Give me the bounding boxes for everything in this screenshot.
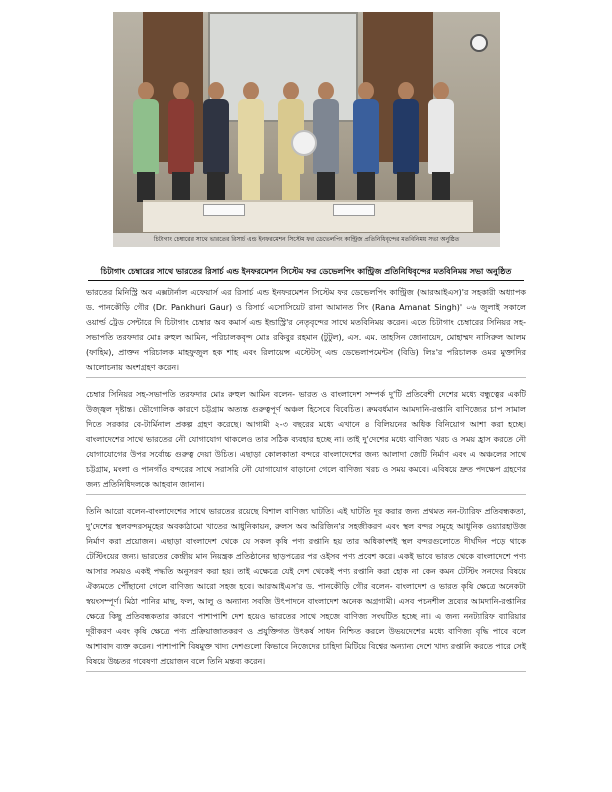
flower-bouquet xyxy=(291,130,317,156)
page-title: চিটাগাং চেম্বারের সাথে ভারতের রিসার্চ এন্ড ইনফরমেশন সিস্টেম ফর ডেভেলপিং কান্ট্রিজ প্রতিনিধিবৃন্দের মতবিনিময় সভা অনুষ্ঠিত xyxy=(88,266,524,281)
conference-table xyxy=(143,200,473,232)
paragraph: ভারতের মিনিস্ট্রি অব এক্সটার্নাল এফেয়ার্স এর রিসার্চ এন্ড ইনফরমেশন সিস্টেম ফর ডেভেলপিং কান্ট্রিজ (আরআইএস)'র সহকারী অধ্যাপক ড. পানকৌড়ি গৌর (Dr. Pankhuri Gaur) ও রিসার্চ এসোসিয়েট রানা আমানত সিং (Rana Amanat Singh)' ০৬ জুলাই সকালে ওয়ার্ল্ড ট্রেড সেন্টারে দি চিটাগাং চেম্বার অব কমার্স এন্ড ইন্ডাস্ট্রি'র নেতৃবৃন্দের সাথে মতবিনিময় করেন। এতে চিটাগাং চেম্বারের সিনিয়র সহ-সভাপতি তরফদার মোঃ রুহুল আমিন, পরিচালকবৃন্দ মোঃ রকিবুর রহমান (টুটুল), এস. এম. তাহসিন জোনায়েদ, মোহাম্মদ নাসিরুল আলম (ফাহিম), প্রাক্তন পরিচালক মাহফুজুল হক শাহ এবং রিলায়েন্স এস্টেটস্ এন্ড ডেভেলাপমেন্টস (বিডি) লিঃ'র পরিচালক ওমর মুক্তাদির আলোচনায় অংশগ্রহণ করেন। xyxy=(86,285,526,378)
person xyxy=(168,82,194,202)
person xyxy=(353,82,379,202)
person xyxy=(393,82,419,202)
person xyxy=(428,82,454,202)
meeting-photo xyxy=(113,12,500,247)
article-body xyxy=(86,285,526,681)
person xyxy=(203,82,229,202)
person xyxy=(133,82,159,202)
paragraph: চেম্বার সিনিয়র সহ-সভাপতি তরফদার মোঃ রুহুল আমিন বলেন- ভারত ও বাংলাদেশ সম্পর্ক দু'টি প্রতিবেশী দেশের মধ্যে বন্ধুত্বের একটি উজ্জ্বল দৃষ্টান্ত। ভৌগোলিক কারণে চট্টগ্রাম অত্যন্ত গুরুত্বপূর্ণ অঞ্চল হিসেবে বিবেচিত। ক্রমবর্ধমান আমদানি-রপ্তানি বাণিজ্যের চাপ সামাল দিতে সরকার বে-টার্মিনাল প্রকল্প গ্রহণ করেছে। আগামী ২-৩ বছরের মধ্যে এখানে ৪ বিলিয়নের অধিক বিনিয়োগ আশা করা হচ্ছে। বাংলাদেশের সাথে ভারতের নৌ যোগাযোগ থাকলেও তার সঠিক ব্যবহার হচ্ছে না। তাই দু'দেশের মধ্যে বাণিজ্য খরচ ও সময় হ্রাস করতে নৌ যোগাযোগের উপর সর্বোচ্চ গুরুত্ব দেয়া উচিত। এছাড়া কোলকাতা বন্দরে বাংলাদেশের জন্য আলাদা জেটি নির্মাণ এবং এ অঞ্চলের সাথে চট্টগ্রাম, মংলা ও পানগাঁও বন্দরের সাথে সরাসরি নৌ যোগাযোগ বাড়ানো গেলে বাণিজ্য খরচ ও সময় কমবে। এবিষয়ে দ্রুত পদক্ষেপ গ্রহণের জন্য প্রতিনিধিদলকে আহবান জানান। xyxy=(86,387,526,495)
name-plate xyxy=(203,204,245,216)
paragraph: তিনি আরো বলেন-বাংলাদেশের সাথে ভারতের রয়েছে বিশাল বাণিজ্য ঘাটতি। এই ঘাটতি দূর করার জন্য প্রথমত নন-ট্যারিফ প্রতিবন্ধকতা, দু'দেশের স্থলবন্দরসমূহের অবকাঠামো খাতের আধুনিকায়ন, রুলস অব অরিজিন'র সহজীকরণ এবং স্থল বন্দর সমূহে আধুনিক ওয়্যারহাউজ নির্মাণ করা প্রয়োজন। এছাড়া বাংলাদেশ থেকে যে সকল কৃষি পণ্য রপ্তানি হয় তার অধিকাংশই স্থল বন্দরগুলোতে দীর্ঘদিন পড়ে থাকে টেস্টিংয়ের জন্য। ভারতের কেন্দ্রীয় মান নিয়ন্ত্রক প্রতিষ্ঠানের ছাড়পত্রের পর ওইসব পণ্য প্রবেশ করে। একই ভাবে ভারত থেকে বাংলাদেশে পণ্য আসার সময়ও একই পদ্ধতি অনুসরণ করা হয়। তাই এক্ষেত্রে যেই দেশ থেকেই পণ্য রপ্তানি করা হোক না কেন কমন টেস্টিং সনদের বিষয়ে ঐক্যমতে পৌঁছানো গেলে বাণিজ্য আরো সহজ হবে। আরআইএস'র ড. পানকৌড়ি গৌর বলেন- বাংলাদেশ ও ভারত কৃষি ক্ষেত্রে অনেকটা স্বয়ংসম্পূর্ণ। মিঠা পানির মাছ, ফল, আলু ও অন্যান্য সবজি উৎপাদনে বাংলাদেশ অনেক অগ্রগামী। এসব পচনশীল দ্রব্যের আমদানি-রপ্তানির ক্ষেত্রে কিছু প্রতিবন্ধকতার কারণে পাশাপাশি দেশ হয়েও ভারতের সাথে সহজে বাণিজ্য সংঘটিত হচ্ছে না। এ জন্য ননট্যারিফ ব্যারিয়ার দূরীকরণ এবং কৃষি ক্ষেত্রে পণ্য প্রক্রিয়াজাতকরণ ও প্রযুক্তিগত উৎকর্ষ সাধন নিশ্চিত করলে উভয়দেশের মধ্যে বাণিজ্য বৃদ্ধি পাবে বলে আশাবাদ ব্যক্ত করেন। পাশাপাশি বিষমুক্ত খাদ্য দেশগুলো কিভাবে নিজেদের চাহিদা মিটিয়ে বিশ্বের অন্যান্য দেশে খাদ্য রপ্তানি করতে পারে সেই বিষয়ে উচ্চতর গবেষণা প্রয়োজন বলে তিনি মন্তব্য করেন। xyxy=(86,504,526,672)
name-plate xyxy=(333,204,375,216)
clock-icon xyxy=(470,34,488,52)
photo-caption: চিটাগাং চেম্বারের সাথে ভারতের রিসার্চ এন্ড ইনফরমেশন সিস্টেম ফর ডেভেলপিং কান্ট্রিজ প্রতিনিধিবৃন্দের মতবিনিময় সভা অনুষ্ঠিত xyxy=(113,233,500,247)
person xyxy=(238,82,264,202)
